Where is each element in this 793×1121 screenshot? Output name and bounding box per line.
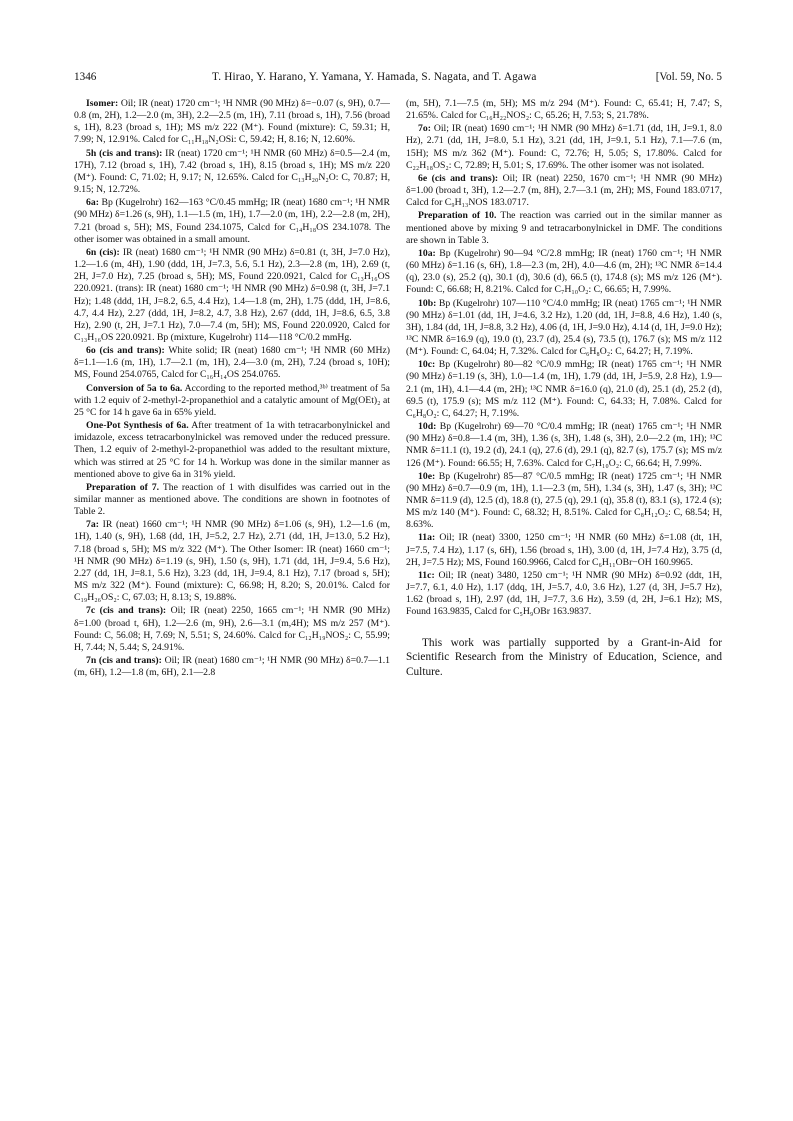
compound-label: 5h (cis and trans): [86,147,163,159]
paragraph-text: (m, 5H), 7.1—7.5 (m, 5H); MS m/z 294 (M⁺). Found: C, 65.41; H, 7.47; S, 21.65%. Calcd for C₁₆H₂₂NOS₂: C, 65.26; H, 7.53; S, 21.78%. [406,98,722,122]
running-header-authors: T. Hirao, Y. Harano, Y. Yamana, Y. Hamada, S. Nagata, and T. Agawa [212,71,537,83]
experimental-paragraph [406,471,722,532]
paragraph-text: White solid; IR (neat) 1680 cm⁻¹; ¹H NMR (60 MHz) δ=1.1—1.6 (m, 1H), 1.7—2.1 (m, 1H), 2.4—3.0 (m, 2H), 7.24 (broad s, 10H); MS, Found 254.0765, Calcd for C₁₆H₁₄OS 254.0765. [74,345,390,381]
compound-label: Conversion of 5a to 6a. [86,382,183,394]
acknowledgement: This work was partially supported by a Grant-in-Aid for Scientific Research from the Ministry of Education, Science, and Culture. [406,636,722,678]
paragraph-text: Bp (Kugelrohr) 90—94 °C/2.8 mmHg; IR (neat) 1760 cm⁻¹; ¹H NMR (60 MHz) δ=1.16 (s, 6H), 1.8—2.3 (m, 2H), 4.0—4.6 (m, 2H); ¹³C NMR δ=14.4 (q), 23.0 (s), 25.2 (q), 30.1 (d), 30.6 (d), 66.5 (t), 174.8 (s); MS m/z 126 (M⁺). Found: C, 66.68; H, 8.21%. Calcd for C₇H₁₀O₂: C, 66.65; H, 7.99%. [406,247,722,296]
paragraph-text: Oil; IR (neat) 1690 cm⁻¹; ¹H NMR (90 MHz) δ=1.71 (dd, 1H, J=9.1, 8.0 Hz), 2.71 (dd, 1H, J=8.0, 5.1 Hz), 3.21 (dd, 1H, J=9.1, 5.1 Hz), 7.1—7.6 (m, 15H); MS m/z 362 (M⁺). Found: C, 72.76; H, 5.05; S, 17.80%. Calcd for C₂₂H₁₈OS₂: C, 72.89; H, 5.01; S, 17.69%. The other isomer was not isolated. [406,123,722,171]
experimental-paragraph [74,197,390,246]
experimental-paragraph [406,298,722,359]
paragraph-text: Bp (Kugelrohr) 69—70 °C/0.4 mmHg; IR (neat) 1765 cm⁻¹; ¹H NMR (90 MHz) δ=0.8—1.4 (m, 3H), 1.36 (s, 3H), 1.48 (s, 3H), 2.0—2.2 (m, 1H); ¹³C NMR δ=11.1 (t), 19.2 (d), 24.1 (q), 27.6 (d), 29.1 (q), 82.7 (s), 175.7 (s); MS m/z 126 (M⁺). Found: 66.55; H, 7.63%. Calcd for C₇H₁₀O₂: C, 66.64; H, 7.99%. [406,421,722,469]
compound-label: 11a: [418,532,436,544]
compound-label: 10b: [418,297,437,309]
compound-label: One-Pot Synthesis of 6a. [86,420,189,432]
volume-issue: [Vol. 59, No. 5 [655,71,722,83]
experimental-paragraph [74,605,390,654]
paragraph-text: After treatment of 1a with tetracarbonylnickel and imidazole, excess tetracarbonylnickel was removed under the reduced pressure. Then, 1.2 equiv of 2-methyl-2-propanethiol was added to the resultant mixture, which was stirred at 25 °C for 14 h. Workup was done in the similar manner as mentioned above to give 6a in 31% yield. [74,420,390,480]
compound-label: 7n (cis and trans): [86,655,162,667]
paragraph-text: The reaction was carried out in the similar manner as mentioned above by mixing 9 and tetracarbonylnickel in DMF. The conditions are shown in Table 3. [406,210,722,246]
compound-label: 6a: [86,197,99,209]
paragraph-text: Oil; IR (neat) 2250, 1670 cm⁻¹; ¹H NMR (90 MHz) δ=1.00 (broad t, 3H), 1.2—2.7 (m, 8H), 2.7—3.1 (m, 2H); MS, Found 183.0717, Calcd for C₉H₁₃NOS 183.0717. [406,172,722,209]
paragraph-text: IR (neat) 1720 cm⁻¹; ¹H NMR (60 MHz) δ=0.5—2.4 (m, 17H), 7.12 (broad s, 1H), 7.42 (broad s, 1H), 8.15 (broad s, 1H); MS m/z 220 (M⁺). Found: C, 71.02; H, 9.17; N, 12.65%. Calcd for C₁₃H₂₀N₂O: C, 70.87; H, 9.15; N, 12.72%. [74,147,390,196]
compound-label: 10a: [418,247,436,259]
experimental-paragraph [406,210,722,246]
experimental-paragraph [406,123,722,172]
experimental-paragraph [74,148,390,197]
paragraph-text: Oil; IR (neat) 2250, 1665 cm⁻¹; ¹H NMR (90 MHz) δ=1.00 (broad t, 6H), 1.2—2.6 (m, 9H), 2.6—3.1 (m,4H); MS m/z 257 (M⁺). Found: C, 56.08; H, 7.69; N, 5.51; S, 24.60%. Calcd for C₁₂H₁₉NOS₂: C, 55.99; H, 7.44; N, 5.44; S, 24.91%. [74,605,390,653]
compound-label: 6n (cis): [86,246,120,258]
experimental-paragraph [74,519,390,604]
compound-label: Preparation of 7. [86,481,160,493]
paragraph-text: Oil; IR (neat) 3480, 1250 cm⁻¹; ¹H NMR (90 MHz) δ=0.92 (ddt, 1H, J=7.7, 6.1, 4.0 Hz), 1.17 (ddq, 1H, J=5.7, 4.0, 3.6 Hz), 1.27 (d, 3H, J=5.7 Hz), 1.62 (broad s, 1H), 2.97 (dd, 1H, J=7.7, 3.6 Hz), 3.59 (d, 2H, J=6.1 Hz); MS, Found 163.9835, Calcd for C₅H₉OBr 163.9837. [406,569,722,618]
experimental-paragraph [406,570,722,619]
compound-label: Preparation of 10. [418,210,497,222]
experimental-paragraph [406,98,722,122]
paragraph-text: Oil; IR (neat) 3300, 1250 cm⁻¹; ¹H NMR (60 MHz) δ=1.08 (dt, 1H, J=7.5, 7.4 Hz), 1.17 (s, 6H), 1.56 (broad s, 1H), 3.00 (d, 1H, J=7.4 Hz), 3.75 (d, 2H, J=7.5 Hz); MS, Found 160.9966, Calcd for C₆H₁₁OBr−OH 160.9965. [406,532,722,568]
experimental-paragraph [74,98,390,147]
compound-label: 10c: [418,359,436,371]
experimental-paragraph [74,383,390,419]
compound-label: 10e: [418,470,436,482]
compound-label: 10d: [418,421,437,433]
experimental-paragraph [74,247,390,344]
left-column [74,98,390,680]
right-column [406,98,722,691]
compound-label: 7a: [86,519,99,531]
paragraph-text: Bp (Kugelrohr) 80—82 °C/0.9 mmHg; IR (neat) 1765 cm⁻¹; ¹H NMR (90 MHz) δ=1.19 (s, 3H), 1.0—1.4 (m, 1H), 1.79 (dd, 1H, J=5.9, 2.8 Hz), 1.9—2.1 (m, 1H), 4.1—4.4 (m, 2H); ¹³C NMR δ=16.0 (q), 21.0 (d), 25.1 (d), 25.2 (d), 69.5 (t), 175.9 (s); MS m/z 112 (M⁺). Found: C, 64.33; H, 7.08%. Calcd for C₆H₈O₂: C, 64.27; H, 7.19%. [406,359,722,419]
experimental-paragraph [74,655,390,679]
compound-label: 6o (cis and trans): [86,345,165,357]
paragraph-text: IR (neat) 1660 cm⁻¹; ¹H NMR (90 MHz) δ=1.06 (s, 9H), 1.2—1.6 (m, 1H), 1.40 (s, 9H), 1.68 (dd, 1H, J=5.2, 2.7 Hz), 2.71 (dd, 1H, J=13.0, 5.2 Hz), 7.18 (broad s, 5H); MS m/z 322 (M⁺). The Other Isomer: IR (neat) 1660 cm⁻¹; ¹H NMR (90 MHz) δ=1.19 (s, 9H), 1.50 (s, 9H), 1.71 (dd, 1H, J=9.4, 5.6 Hz), 2.27 (dd, 1H, J=8.1, 5.6 Hz), 3.23 (dd, 1H, J=9.4, 8.1 Hz), 7.17 (broad s, 5H); MS m/z 322 (M⁺). Found (mixture): C, 66.98; H, 8.20; S, 20.01%. Calcd for C₁₉H₂₆OS₂: C, 67.03; H, 8.13; S, 19.88%. [74,519,390,604]
experimental-paragraph [74,345,390,381]
paragraph-text: IR (neat) 1680 cm⁻¹; ¹H NMR (90 MHz) δ=0.81 (t, 3H, J=7.0 Hz), 1.2—1.6 (m, 4H), 1.90 (ddd, 1H, J=7.3, 5.6, 5.1 Hz), 2.3—2.8 (m, 1H), 2.69 (t, 2H, J=7.0 Hz), 7.25 (broad s, 5H); MS, Found 220.0921, Calcd for C₁₃H₁₆OS 220.0921. (trans): IR (neat) 1680 cm⁻¹; ¹H NMR (90 MHz) δ=0.98 (t, 3H, J=7.1 Hz); 1.48 (ddd, 1H, J=8.2, 6.5, 4.4 Hz), 1.4—1.8 (m, 2H), 1.75 (ddd, 1H, J=8.6, 4.7, 4.4 Hz), 2.27 (ddd, 1H, J=8.2, 4.7, 3.8 Hz), 2.67 (ddd, 1H, J=8.6, 6.5, 3.8 Hz), 2.90 (t, 2H, J=7.1 Hz), 7.0—7.4 (m, 5H); MS, Found 220.0920, Calcd for C₁₃H₁₆OS 220.0921. Bp (mixture, Kugelrohr) 114—118 °C/0.2 mmHg. [74,246,390,343]
paragraph-text: Bp (Kugelrohr) 162—163 °C/0.45 mmHg; IR (neat) 1680 cm⁻¹; ¹H NMR (90 MHz) δ=1.26 (s, 9H), 1.1—1.5 (m, 1H), 1.7—2.0 (m, 1H), 2.2—2.8 (m, 2H), 7.21 (broad s, 5H); MS, Found 234.1075, Calcd for C₁₄H₁₈OS 234.1078. The other isomer was obtained in a small amount. [74,197,390,245]
compound-label: 7c (cis and trans): [86,605,167,617]
experimental-paragraph [406,421,722,470]
experimental-paragraph [74,420,390,481]
paragraph-text: Bp (Kugelrohr) 107—110 °C/4.0 mmHg; IR (neat) 1765 cm⁻¹; ¹H NMR (90 MHz) δ=1.01 (dd, 1H, J=4.6, 3.2 Hz), 1.20 (dd, 1H, J=8.8, 4.6 Hz), 1.40 (s, 3H), 1.84 (dd, 1H, J=8.8, 3.2 Hz), 4.06 (d, 1H, J=9.0 Hz), 4.14 (d, 1H, J=9.0 Hz); ¹³C NMR δ=16.9 (q), 19.0 (t), 23.7 (d), 25.4 (s), 73.5 (t), 176.7 (s); MS m/z 112 (M⁺). Found: C, 64.04; H, 7.32%. Calcd for C₆H₈O₂: C, 64.27; H, 7.19%. [406,297,722,358]
paragraph-text: Bp (Kugelrohr) 85—87 °C/0.5 mmHg; IR (neat) 1725 cm⁻¹; ¹H NMR (90 MHz) δ=0.7—0.9 (m, 1H), 1.1—2.3 (m, 5H), 1.34 (s, 3H), 1.47 (s, 3H); ¹³C NMR δ=11.9 (d), 12.5 (d), 18.8 (t), 27.5 (q), 29.1 (q), 35.8 (t), 83.1 (s), 172.4 (s); MS m/z 140 (M⁺). Found: C, 68.32; H, 8.51%. Calcd for C₈H₁₂O₂: C, 68.54; H, 8.63%. [406,470,722,531]
experimental-paragraph [406,173,722,209]
compound-label: 6e (cis and trans): [418,172,499,184]
paragraph-text: Oil; IR (neat) 1720 cm⁻¹; ¹H NMR (90 MHz) δ=−0.07 (s, 9H), 0.7—0.8 (m, 2H), 1.2—2.0 (m, 3H), 2.2—2.5 (m, 1H), 7.11 (broad s, 1H), 7.56 (broad s, 1H), 8.23 (broad s, 1H); MS m/z 222 (M⁺). Found (mixture): C, 59.31; H, 7.99; N, 12.91%. Calcd for C₁₁H₁₈N₂OSi: C, 59.42; H, 8.16; N, 12.60%. [74,98,390,146]
experimental-paragraph [406,248,722,297]
page-number: 1346 [74,71,97,83]
running-header [74,71,722,87]
experimental-paragraph [406,359,722,420]
compound-label: 7o: [418,123,431,135]
compound-label: 11c: [418,569,435,581]
experimental-paragraph [406,532,722,568]
paragraph-text: The reaction of 1 with disulfides was carried out in the similar manner as mentioned above. The conditions are shown in footnotes of Table 2. [74,481,391,518]
compound-label: Isomer: [86,98,119,109]
paragraph-text: Oil; IR (neat) 1680 cm⁻¹; ¹H NMR (90 MHz) δ=0.7—1.1 (m, 6H), 1.2—1.8 (m, 6H), 2.1—2.8 [74,655,390,679]
experimental-paragraph [74,482,390,518]
paragraph-text: According to the reported method,³ᵇ⁾ treatment of 5a with 1.2 equiv of 2-methyl-2-propanethiol and a catalytic amount of Mg(OEt)₂ at 25 °C for 14 h gave 6a in 65% yield. [74,382,390,418]
